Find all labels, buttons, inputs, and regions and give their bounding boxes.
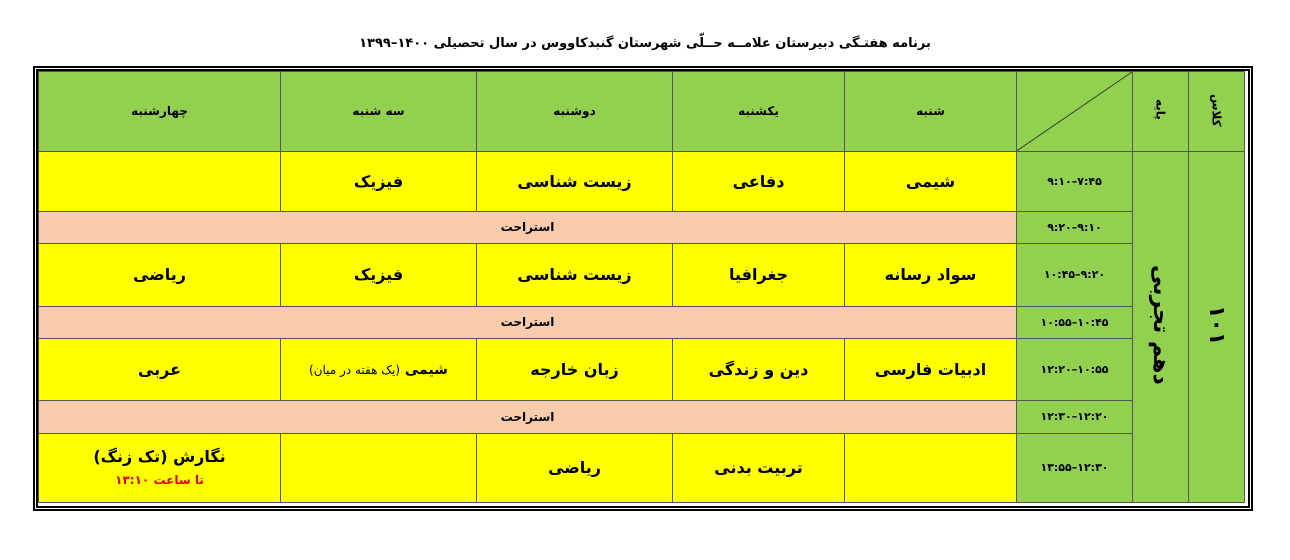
grade-value-cell: دهم تجربی <box>1133 151 1189 502</box>
time-cell: ۱۲:۳۰–۱۲:۲۰ <box>1017 401 1133 433</box>
subject-cell: فیزیک <box>281 151 477 211</box>
subject-cell: زیست شناسی <box>477 151 673 211</box>
break-cell: استراحت <box>39 306 1017 338</box>
day-header-tuesday: سه شنبه <box>281 72 477 152</box>
schedule-title: برنامه هفتـگی دبیرستان علامــه حــلّی شهرستان گنبدکاووس در سال تحصیلی ۱۴۰۰–۱۳۹۹ <box>359 36 931 51</box>
day-header-wednesday: چهارشنبه <box>39 72 281 152</box>
subject-cell: فیزیک <box>281 244 477 306</box>
subject-cell: سواد رسانه <box>845 244 1017 306</box>
header-row <box>39 72 1245 152</box>
time-cell: ۱۰:۵۵–۱۰:۴۵ <box>1017 306 1133 338</box>
day-header-sunday: یکشنبه <box>673 72 845 152</box>
period-row-4 <box>39 433 1245 502</box>
subject-cell: دفاعی <box>673 151 845 211</box>
grade-header: پایه <box>1133 72 1189 152</box>
subject-cell-with-note: شیمی (یک هفته در میان) <box>281 338 477 400</box>
subject-cell <box>845 433 1017 502</box>
time-cell: ۱۰:۴۵–۹:۲۰ <box>1017 244 1133 306</box>
corner-diagonal-cell <box>1017 72 1133 152</box>
schedule-frame <box>33 66 1253 511</box>
subject-cell: زیست شناسی <box>477 244 673 306</box>
period-row-2 <box>39 244 1245 306</box>
class-header: کلاس <box>1189 72 1245 152</box>
time-cell: ۱۲:۲۰–۱۰:۵۵ <box>1017 338 1133 400</box>
time-cell: ۱۳:۵۵–۱۲:۳۰ <box>1017 433 1133 502</box>
day-header-saturday: شنبه <box>845 72 1017 152</box>
subject-cell <box>281 433 477 502</box>
break-row-2 <box>39 306 1245 338</box>
subject-cell: ریاضی <box>39 244 281 306</box>
subject-cell: ادبیات فارسی <box>845 338 1017 400</box>
break-cell: استراحت <box>39 401 1017 433</box>
subject-cell: تربیت بدنی <box>673 433 845 502</box>
break-row-1 <box>39 211 1245 243</box>
period-row-3 <box>39 338 1245 400</box>
subject-cell <box>39 151 281 211</box>
subject-cell: عربی <box>39 338 281 400</box>
subject-cell: ریاضی <box>477 433 673 502</box>
class-value-cell: ۱۰۱ <box>1189 151 1245 502</box>
subject-cell-writing: نگارش (تک زنگ) تا ساعت ۱۳:۱۰ <box>39 433 281 502</box>
end-time-note: تا ساعت ۱۳:۱۰ <box>115 473 204 488</box>
subject-cell: جغرافیا <box>673 244 845 306</box>
schedule-table <box>38 71 1245 503</box>
period-row-1 <box>39 151 1245 211</box>
subject-cell: دین و زندگی <box>673 338 845 400</box>
break-cell: استراحت <box>39 211 1017 243</box>
subject-cell: شیمی <box>845 151 1017 211</box>
subject-cell: زبان خارجه <box>477 338 673 400</box>
alternate-week-note: (یک هفته در میان) <box>309 362 401 377</box>
break-row-3 <box>39 401 1245 433</box>
time-cell: ۹:۱۰–۷:۴۵ <box>1017 151 1133 211</box>
day-header-monday: دوشنبه <box>477 72 673 152</box>
time-cell: ۹:۲۰–۹:۱۰ <box>1017 211 1133 243</box>
